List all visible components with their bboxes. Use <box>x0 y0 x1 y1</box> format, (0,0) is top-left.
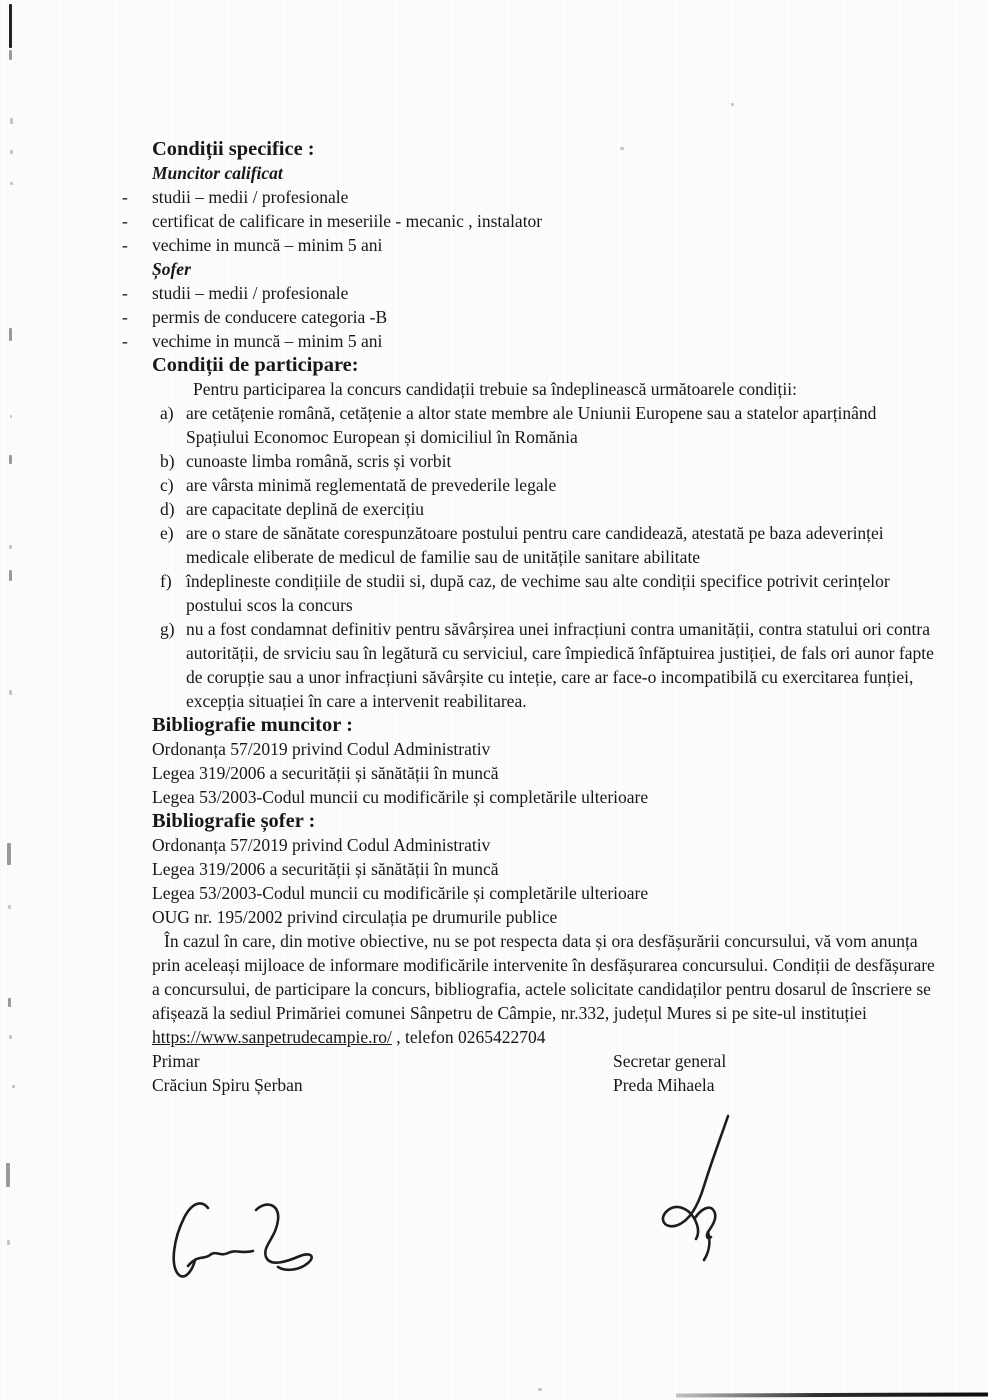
bibliography-line: Ordonanța 57/2019 privind Codul Administrativ <box>152 739 491 759</box>
list-item <box>152 473 942 497</box>
document-body <box>122 137 942 1219</box>
scan-artifact <box>731 103 734 106</box>
scan-artifact <box>8 905 11 909</box>
list-item-text: are o stare de sănătate corespunzătoare postului pentru care candidează, atestată pe baza adeverinței medicale eliberate de medicul de familie sau de unitățile sanitare abilitate <box>186 523 884 567</box>
letter-marker: b) <box>160 451 175 471</box>
muncitor-requirements-list <box>122 185 942 257</box>
letter-marker: f) <box>160 571 172 591</box>
letter-marker: e) <box>160 523 174 543</box>
list-item <box>152 521 942 569</box>
dash-marker: - <box>122 187 128 207</box>
primar-signature-block <box>152 1049 303 1097</box>
list-item <box>122 233 942 257</box>
scan-artifact <box>12 1085 15 1088</box>
scan-artifact <box>6 1163 10 1187</box>
muncitor-title: Muncitor calificat <box>152 163 283 183</box>
scan-artifact <box>10 150 13 154</box>
secretar-signature-block <box>613 1049 726 1097</box>
scan-artifact <box>10 415 12 418</box>
scan-artifact <box>9 1035 12 1039</box>
list-item <box>122 209 942 233</box>
list-item <box>122 281 942 305</box>
list-item-text: nu a fost condamnat definitiv pentru săvârșirea unei infracțiuni contra umanității, contra statului ori contra autorității, de srviciu sau în legătură cu serviciul, care împiedică înfăptuirea justiției, de fals ori aunor fapte de corupție sau a unor infracțiuni săvârșite cu inteție, care ar face-o incompatibilă cu exercitarea funției, excepția situației în care a intervenit reabilitarea. <box>186 619 934 711</box>
list-item-text: îndeplineste condițiile de studii si, după caz, de vechime sau alte condiții specifice potrivit cerințelor postului scos la concurs <box>186 571 890 615</box>
primar-title: Primar <box>152 1051 200 1071</box>
list-item <box>152 449 942 473</box>
dash-marker: - <box>122 235 128 255</box>
list-item <box>152 401 942 449</box>
dash-marker: - <box>122 331 128 351</box>
scan-artifact <box>8 998 11 1007</box>
dash-marker: - <box>122 211 128 231</box>
dash-marker: - <box>122 307 128 327</box>
bibliography-line: Legea 319/2006 a securității și sănătății în muncă <box>152 859 499 879</box>
closing-text-tail: , telefon 0265422704 <box>391 1027 546 1047</box>
list-item-text: cunoaste limba română, scris și vorbit <box>186 451 452 471</box>
scan-artifact <box>10 182 13 185</box>
scan-artifact <box>7 1240 10 1245</box>
letter-marker: g) <box>160 619 175 639</box>
dash-marker: - <box>122 283 128 303</box>
participation-conditions-heading: Condiții de participare: <box>152 354 359 376</box>
bibliography-line: Legea 53/2003-Codul muncii cu modificările și completările ulterioare <box>152 787 649 807</box>
closing-text: În cazul în care, din motive obiective, nu se pot respecta data și ora desfășurării concursului, vă vom anunța prin aceleași mijloace de informare modificările intervenite în desfășurarea concursului. Condiții de desfășurare a concursului, de participare la concurs, bibliografia, actele solicitate candidaților pentru dosarul de înscriere se afișează la sediul Primăriei comunei Sânpetru de Câmpie, nr.332, județul Mures si pe site-ul instituției <box>152 931 935 1023</box>
scan-artifact <box>10 118 13 124</box>
scan-artifact <box>7 843 11 865</box>
list-item <box>152 617 942 713</box>
bibliography-line: Legea 319/2006 a securității și sănătății în muncă <box>152 763 499 783</box>
list-item-text: studii – medii / profesionale <box>152 283 349 303</box>
list-item <box>122 329 942 353</box>
list-item-text: permis de conducere categoria -B <box>152 307 388 327</box>
bibliography-line: Legea 53/2003-Codul muncii cu modificările și completările ulterioare <box>152 883 649 903</box>
list-item-text: certificat de calificare in meseriile - mecanic , instalator <box>152 211 543 231</box>
scan-artifact <box>9 545 12 549</box>
list-item <box>122 185 942 209</box>
list-item <box>122 305 942 329</box>
letter-marker: d) <box>160 499 175 519</box>
scan-edge-bar <box>676 1392 988 1397</box>
scan-artifact <box>9 50 12 60</box>
signature-block <box>152 1049 942 1219</box>
list-item-text: studii – medii / profesionale <box>152 187 349 207</box>
institution-link[interactable]: https://www.sanpetrudecampie.ro/ <box>152 1027 392 1047</box>
secretar-title: Secretar general <box>613 1051 727 1071</box>
list-item-text: vechime in muncă – minim 5 ani <box>152 331 383 351</box>
bibliography-line: OUG nr. 195/2002 privind circulația pe drumurile publice <box>152 907 558 927</box>
secretar-name: Preda Mihaela <box>613 1075 715 1095</box>
scan-artifact <box>538 1388 542 1391</box>
participation-conditions-list <box>152 401 942 713</box>
list-item-text: are vârsta minimă reglementată de prevederile legale <box>186 475 557 495</box>
scan-artifact <box>9 328 12 341</box>
letter-marker: a) <box>160 403 174 423</box>
list-item-text: are cetățenie română, cetățenie a altor state membre ale Uniunii Europene sau a statelor aparținând Spațiului Economoc European și domiciliul în Romănia <box>186 403 877 447</box>
sofer-requirements-list <box>122 281 942 353</box>
scan-artifact <box>9 455 12 464</box>
scan-artifact <box>9 690 12 695</box>
sofer-title: Șofer <box>152 259 191 279</box>
participation-intro: Pentru participarea la concurs candidații trebuie sa îndeplinească următoarele condiții: <box>193 379 797 399</box>
list-item-text: are capacitate deplină de exercițiu <box>186 499 425 519</box>
bibliography-muncitor-heading: Bibliografie muncitor : <box>152 714 353 736</box>
letter-marker: c) <box>160 475 174 495</box>
primar-name: Crăciun Spiru Șerban <box>152 1075 303 1095</box>
specific-conditions-heading: Condiții specifice : <box>152 138 315 160</box>
scan-artifact <box>9 4 12 48</box>
list-item-text: vechime in muncă – minim 5 ani <box>152 235 383 255</box>
list-item <box>152 569 942 617</box>
scan-artifact <box>9 570 12 581</box>
bibliography-line: Ordonanța 57/2019 privind Codul Administrativ <box>152 835 491 855</box>
closing-paragraph <box>152 929 942 1049</box>
list-item <box>152 497 942 521</box>
bibliography-sofer-heading: Bibliografie șofer : <box>152 810 316 832</box>
